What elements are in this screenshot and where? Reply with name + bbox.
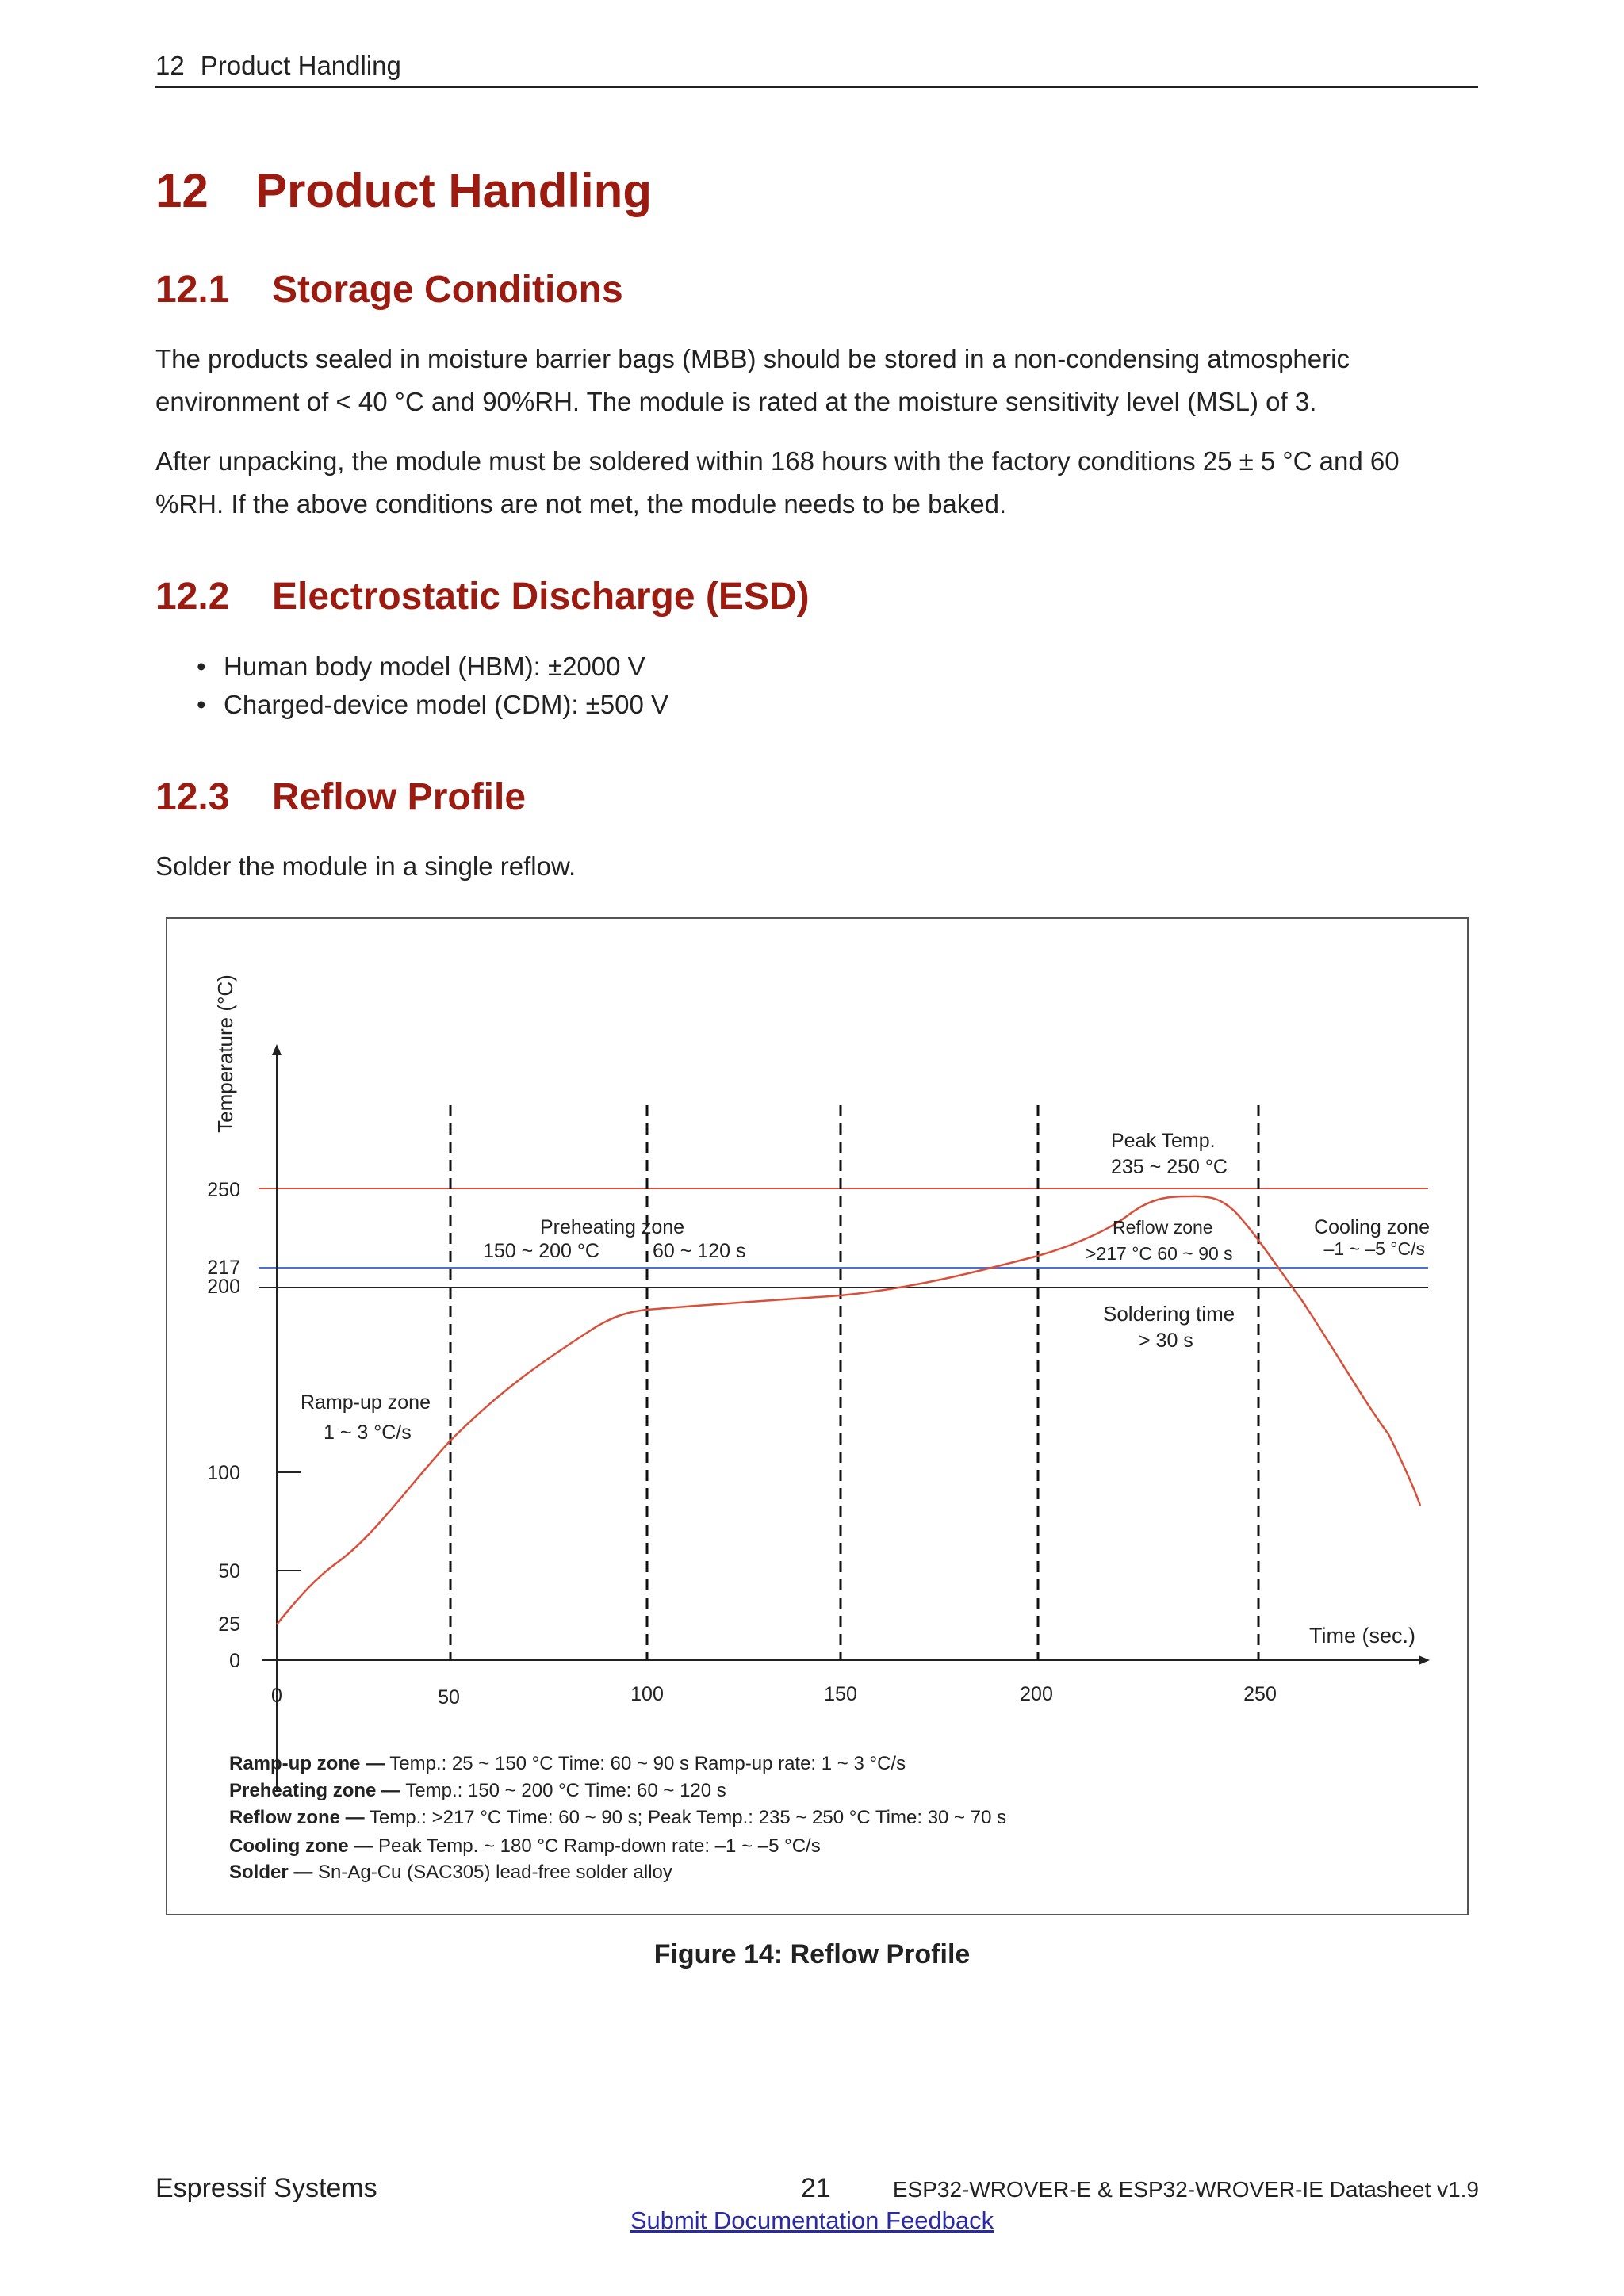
reflow-profile-diagram bbox=[167, 919, 1470, 1917]
running-header-title: Product Handling bbox=[200, 51, 401, 80]
running-header bbox=[155, 51, 401, 81]
note-line bbox=[229, 1807, 1006, 1828]
reflow-paragraph: Solder the module in a single reflow. bbox=[155, 851, 576, 881]
note-label: Cooling zone — bbox=[229, 1835, 373, 1857]
footer-page-number: 21 bbox=[801, 2173, 831, 2203]
note-text: Sn-Ag-Cu (SAC305) lead-free solder alloy bbox=[312, 1862, 672, 1883]
x-tick-label: 250 bbox=[1243, 1683, 1277, 1705]
cooling-zone-title: Cooling zone bbox=[1314, 1216, 1430, 1238]
list-item bbox=[155, 686, 668, 724]
soldering-time-value: > 30 s bbox=[1139, 1330, 1193, 1352]
cooling-zone-rate: –1 ~ –5 °C/s bbox=[1323, 1238, 1425, 1259]
peak-temp-range: 235 ~ 250 °C bbox=[1111, 1156, 1228, 1178]
note-label: Solder — bbox=[229, 1862, 313, 1883]
section-heading-storage bbox=[155, 268, 623, 312]
section-heading-esd bbox=[155, 575, 810, 618]
note-line bbox=[229, 1862, 672, 1883]
section-number: 12.2 bbox=[155, 576, 230, 618]
x-axis-label: Time (sec.) bbox=[1309, 1624, 1415, 1647]
y-axis-label: Temperature (°C) bbox=[213, 974, 237, 1133]
y-tick-label: 25 bbox=[218, 1613, 240, 1636]
preheating-zone-title: Preheating zone bbox=[540, 1216, 685, 1238]
x-tick-label: 200 bbox=[1020, 1683, 1053, 1705]
y-tick-label: 200 bbox=[207, 1276, 240, 1298]
note-text: Peak Temp. ~ 180 °C Ramp-down rate: –1 ~ –5 °C/s bbox=[373, 1835, 821, 1857]
note-line bbox=[229, 1835, 821, 1857]
x-tick-label: 0 bbox=[271, 1685, 282, 1707]
running-header-number: 12 bbox=[155, 51, 185, 80]
section-title: Storage Conditions bbox=[272, 269, 623, 311]
storage-paragraph-1: The products sealed in moisture barrier bags (MBB) should be stored in a non-condensing atmospheric environment of < 40 °C and 90%RH. The module is rated at the moisture sensitivity level (MSL) of 3. bbox=[155, 344, 1350, 416]
storage-paragraph-2: After unpacking, the module must be soldered within 168 hours with the factory conditions 25 ± 5 °C and 60 %RH. If the above conditions are not met, the module needs to be baked. bbox=[155, 446, 1400, 519]
reflow-curve bbox=[277, 1196, 1420, 1624]
section-number: 12.3 bbox=[155, 776, 230, 818]
section-heading-reflow bbox=[155, 775, 526, 819]
x-axis-arrow-icon bbox=[1419, 1655, 1430, 1665]
y-tick-label: 217 bbox=[207, 1257, 240, 1279]
rampup-zone-title: Ramp-up zone bbox=[301, 1391, 431, 1414]
note-label: Reflow zone — bbox=[229, 1807, 365, 1828]
chapter-title-text: Product Handling bbox=[255, 164, 652, 217]
x-tick-label: 100 bbox=[630, 1683, 664, 1705]
note-label: Preheating zone — bbox=[229, 1780, 401, 1801]
chapter-title bbox=[155, 163, 652, 218]
bullet-icon: • bbox=[197, 690, 206, 719]
submit-feedback-link[interactable]: Submit Documentation Feedback bbox=[630, 2206, 994, 2234]
reflow-zone-detail: >217 °C 60 ~ 90 s bbox=[1086, 1243, 1233, 1264]
list-item-text: Charged-device model (CDM): ±500 V bbox=[224, 690, 668, 719]
y-tick-label: 250 bbox=[207, 1179, 240, 1201]
peak-temp-title: Peak Temp. bbox=[1111, 1130, 1216, 1152]
reflow-profile-figure bbox=[166, 917, 1469, 1915]
note-text: Temp.: >217 °C Time: 60 ~ 90 s; Peak Temp.: 235 ~ 250 °C Time: 30 ~ 70 s bbox=[364, 1807, 1007, 1828]
y-tick-label: 100 bbox=[207, 1462, 240, 1484]
footer-doc-title: ESP32-WROVER-E & ESP32-WROVER-IE Datasheet v1.9 bbox=[892, 2177, 1479, 2202]
rampup-zone-rate: 1 ~ 3 °C/s bbox=[324, 1422, 412, 1444]
soldering-time-title: Soldering time bbox=[1103, 1302, 1235, 1326]
note-text: Temp.: 150 ~ 200 °C Time: 60 ~ 120 s bbox=[400, 1780, 726, 1801]
x-tick-label: 150 bbox=[824, 1683, 857, 1705]
preheating-zone-time: 60 ~ 120 s bbox=[653, 1240, 746, 1262]
section-number: 12.1 bbox=[155, 269, 230, 311]
list-item-text: Human body model (HBM): ±2000 V bbox=[224, 652, 645, 681]
chapter-number: 12 bbox=[155, 164, 209, 217]
header-rule bbox=[155, 86, 1478, 88]
y-tick-label: 0 bbox=[229, 1650, 240, 1672]
list-item bbox=[155, 648, 668, 686]
y-axis-arrow-icon bbox=[272, 1044, 282, 1055]
x-tick-label: 50 bbox=[438, 1686, 460, 1709]
note-line bbox=[229, 1780, 726, 1801]
section-title: Reflow Profile bbox=[272, 776, 527, 818]
bullet-icon: • bbox=[197, 652, 206, 681]
esd-bullet-list bbox=[155, 648, 668, 724]
note-line bbox=[229, 1753, 906, 1774]
figure-caption: Figure 14: Reflow Profile bbox=[653, 1939, 971, 1969]
footer-company: Espressif Systems bbox=[155, 2173, 377, 2203]
preheating-zone-temp: 150 ~ 200 °C bbox=[483, 1240, 599, 1262]
note-text: Temp.: 25 ~ 150 °C Time: 60 ~ 90 s Ramp-up rate: 1 ~ 3 °C/s bbox=[385, 1753, 906, 1774]
note-label: Ramp-up zone — bbox=[229, 1753, 385, 1774]
y-tick-label: 50 bbox=[218, 1560, 240, 1582]
reflow-zone-title: Reflow zone bbox=[1113, 1217, 1213, 1238]
section-title: Electrostatic Discharge (ESD) bbox=[272, 576, 810, 618]
